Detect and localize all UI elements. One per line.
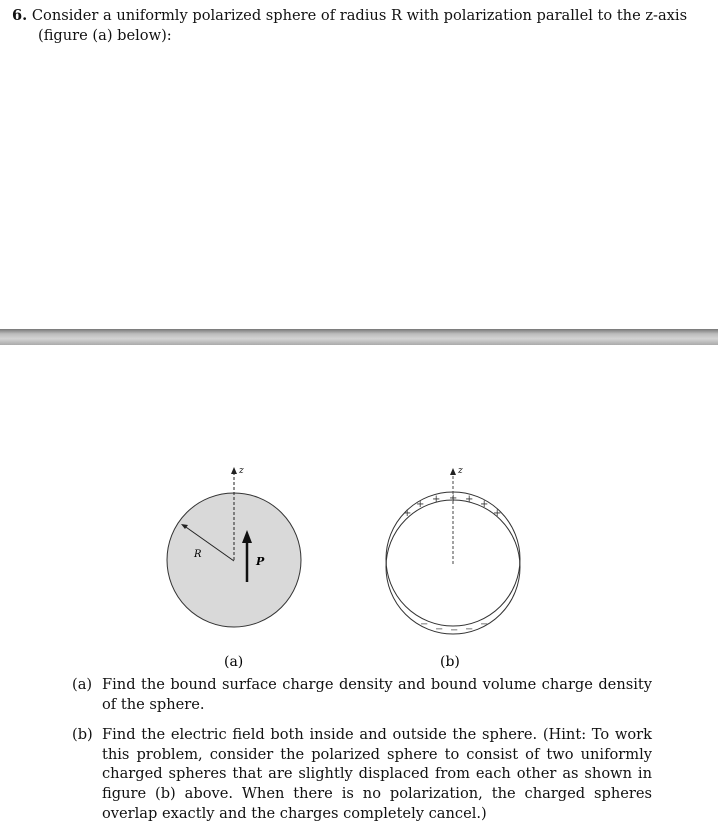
page-divider-scrollbar [0, 329, 718, 345]
z-label: z [239, 466, 244, 476]
caption-b: (b) [440, 654, 460, 670]
z-arrowhead-icon [231, 467, 237, 474]
svg-text:+: + [480, 499, 489, 510]
svg-text:−: − [465, 624, 474, 635]
plus-charges [403, 493, 501, 519]
part-a: (a) Find the bound surface charge density and bound volume charge density of the sphere. [72, 676, 652, 713]
caption-a: (a) [224, 654, 244, 670]
problem-statement-line2: (figure (a) below): [38, 27, 172, 44]
polarization-label: P [256, 555, 265, 568]
radius-label: R [194, 549, 202, 560]
figure-a [167, 466, 301, 670]
svg-text:+: + [449, 493, 458, 504]
part-b: (b) Find the electric field both inside and outside the sphere. (Hint: To work this problem, consider the polarized sphere to consist of two uniformly charged spheres that are slightly displaced from each other as shown in figure (b) above. When there is no polarization, the charged spheres overlap exactly and the charges completely cancel.) [72, 726, 652, 822]
svg-text:−: − [480, 619, 489, 630]
svg-text:+: + [465, 494, 474, 505]
figure-b [386, 466, 520, 670]
svg-text:+: + [403, 508, 412, 519]
problem-number: 6. [12, 7, 28, 24]
z-label-b: z [458, 466, 463, 476]
problem-statement-line1: 6. Consider a uniformly polarized sphere of radius R with polarization parallel to the z-axis [12, 7, 688, 24]
svg-text:−: − [450, 625, 459, 636]
svg-text:+: + [493, 508, 502, 519]
figure [150, 450, 550, 670]
svg-text:−: − [435, 624, 444, 635]
svg-text:+: + [416, 499, 425, 510]
svg-text:+: + [432, 494, 441, 505]
svg-text:−: − [420, 619, 429, 630]
